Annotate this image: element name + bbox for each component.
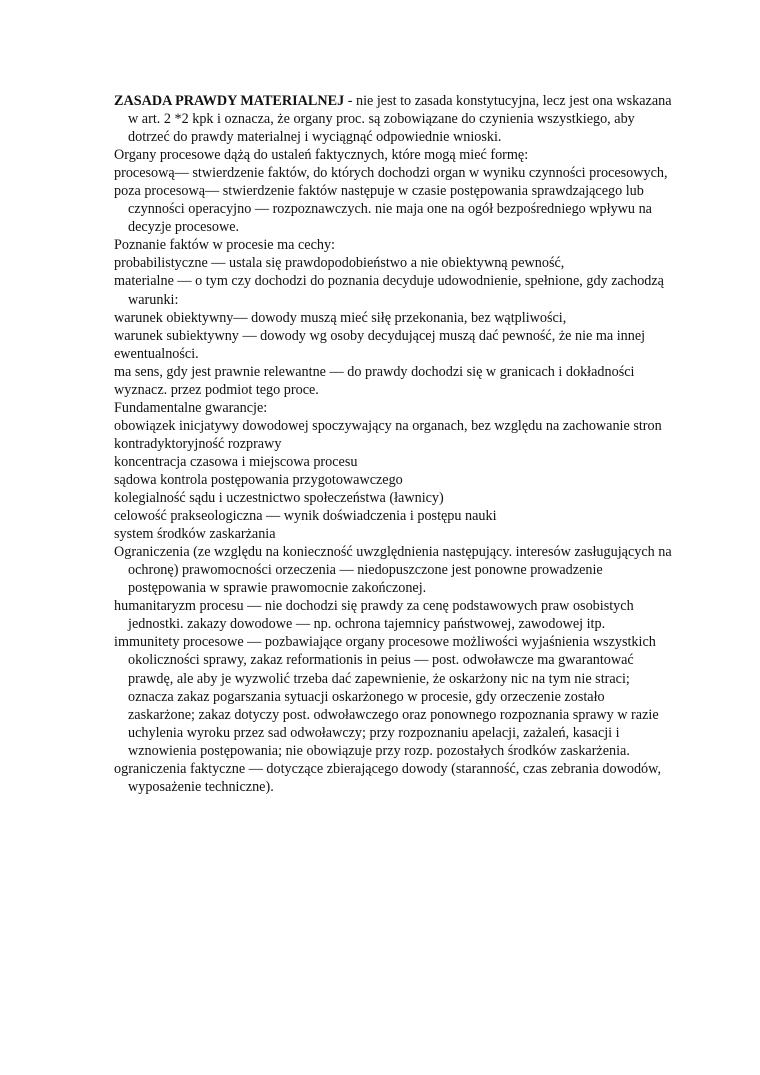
paragraph: Ograniczenia (ze względu na konieczność uwzględnienia następujący. interesów zasługujących na ochronę) prawomocności orzeczenia — niedopuszczone jest ponowne prowadzenie postępowania w sprawie prawomocnie zakończonej.	[114, 544, 672, 597]
paragraph: warunek subiektywny — dowody wg osoby decydującej muszą dać pewność, że nie ma innej ewentualności.	[114, 327, 646, 362]
paragraph: poza procesową— stwierdzenie faktów następuje w czasie postępowania sprawdzającego lub czynności operacyjno — rozpoznawczych. nie maja one na ogół bezpośredniego wpływu na decyzje procesowe.	[114, 183, 652, 236]
paragraph: system środków zaskarżania	[114, 526, 276, 543]
paragraph: humanitaryzm procesu — nie dochodzi się prawdy za cenę podstawowych praw osobistych jednostki. zakazy dowodowe — np. ochrona tajemnicy państwowej, zawodowej itp.	[114, 598, 634, 633]
paragraph: celowość prakseologiczna — wynik doświadczenia i postępu nauki	[114, 508, 497, 525]
intro-paragraph	[114, 92, 674, 146]
paragraph: Poznanie faktów w procesie ma cechy:	[114, 237, 336, 254]
paragraph: kontradyktoryjność rozprawy	[114, 435, 282, 452]
paragraph: ma sens, gdy jest prawnie relewantne — do prawdy dochodzi się w granicach i dokładności wyznacz. przez podmiot tego proce.	[114, 363, 635, 398]
paragraph: materialne — o tym czy dochodzi do poznania decyduje udowodnienie, spełnione, gdy zachodzą warunki:	[114, 273, 664, 308]
document-body	[114, 92, 674, 796]
paragraph: Fundamentalne gwarancje:	[114, 399, 268, 416]
paragraph: obowiązek inicjatywy dowodowej spoczywający na organach, bez względu na zachowanie stron	[114, 417, 662, 434]
paragraph: probabilistyczne — ustala się prawdopodobieństwo a nie obiektywną pewność,	[114, 255, 565, 272]
paragraph: Organy procesowe dążą do ustaleń faktycznych, które mogą mieć formę:	[114, 147, 529, 164]
paragraph: kolegialność sądu i uczestnictwo społeczeństwa (ławnicy)	[114, 490, 444, 507]
paragraph: ograniczenia faktyczne — dotyczące zbierającego dowody (staranność, czas zebrania dowodów, wyposażenie techniczne).	[114, 760, 662, 795]
paragraph: koncentracja czasowa i miejscowa procesu	[114, 453, 358, 470]
paragraph: sądowa kontrola postępowania przygotowawczego	[114, 471, 403, 488]
intro-text: - nie jest to zasada konstytucyjna, lecz jest ona wskazana w art. 2 *2 kpk i oznacza, że organy proc. są zobowiązane do czynienia wszystkiego, aby dotrzeć do prawdy materialnej i wyciągnąć odpowiednie wnioski.	[128, 93, 672, 146]
paragraph: procesową— stwierdzenie faktów, do których dochodzi organ w wyniku czynności procesowych,	[114, 165, 668, 182]
paragraph: immunitety procesowe — pozbawiające organy procesowe możliwości wyjaśnienia wszystkich okoliczności sprawy, zakaz reformationis in peius — post. odwoławcze ma gwarantować prawdę, ale aby je wyzwolić trzeba dać zapewnienie, że oskarżony nic na tym nie straci; oznacza zakaz pogarszania sytuacji oskarżonego w procesie, gdy orzeczenie zostało zaskarżone; zakaz dotyczy post. odwoławczego oraz ponownego rozpoznania sprawy w razie uchylenia wyroku przez sad odwoławczy; przy rozpoznaniu apelacji, zażaleń, kasacji i wznowienia postępowania; nie obowiązuje przy rozp. pozostałych środków zaskarżenia.	[114, 634, 659, 759]
paragraph: warunek obiektywny— dowody muszą mieć siłę przekonania, bez wątpliwości,	[114, 309, 567, 326]
document-heading: ZASADA PRAWDY MATERIALNEJ	[114, 93, 345, 109]
